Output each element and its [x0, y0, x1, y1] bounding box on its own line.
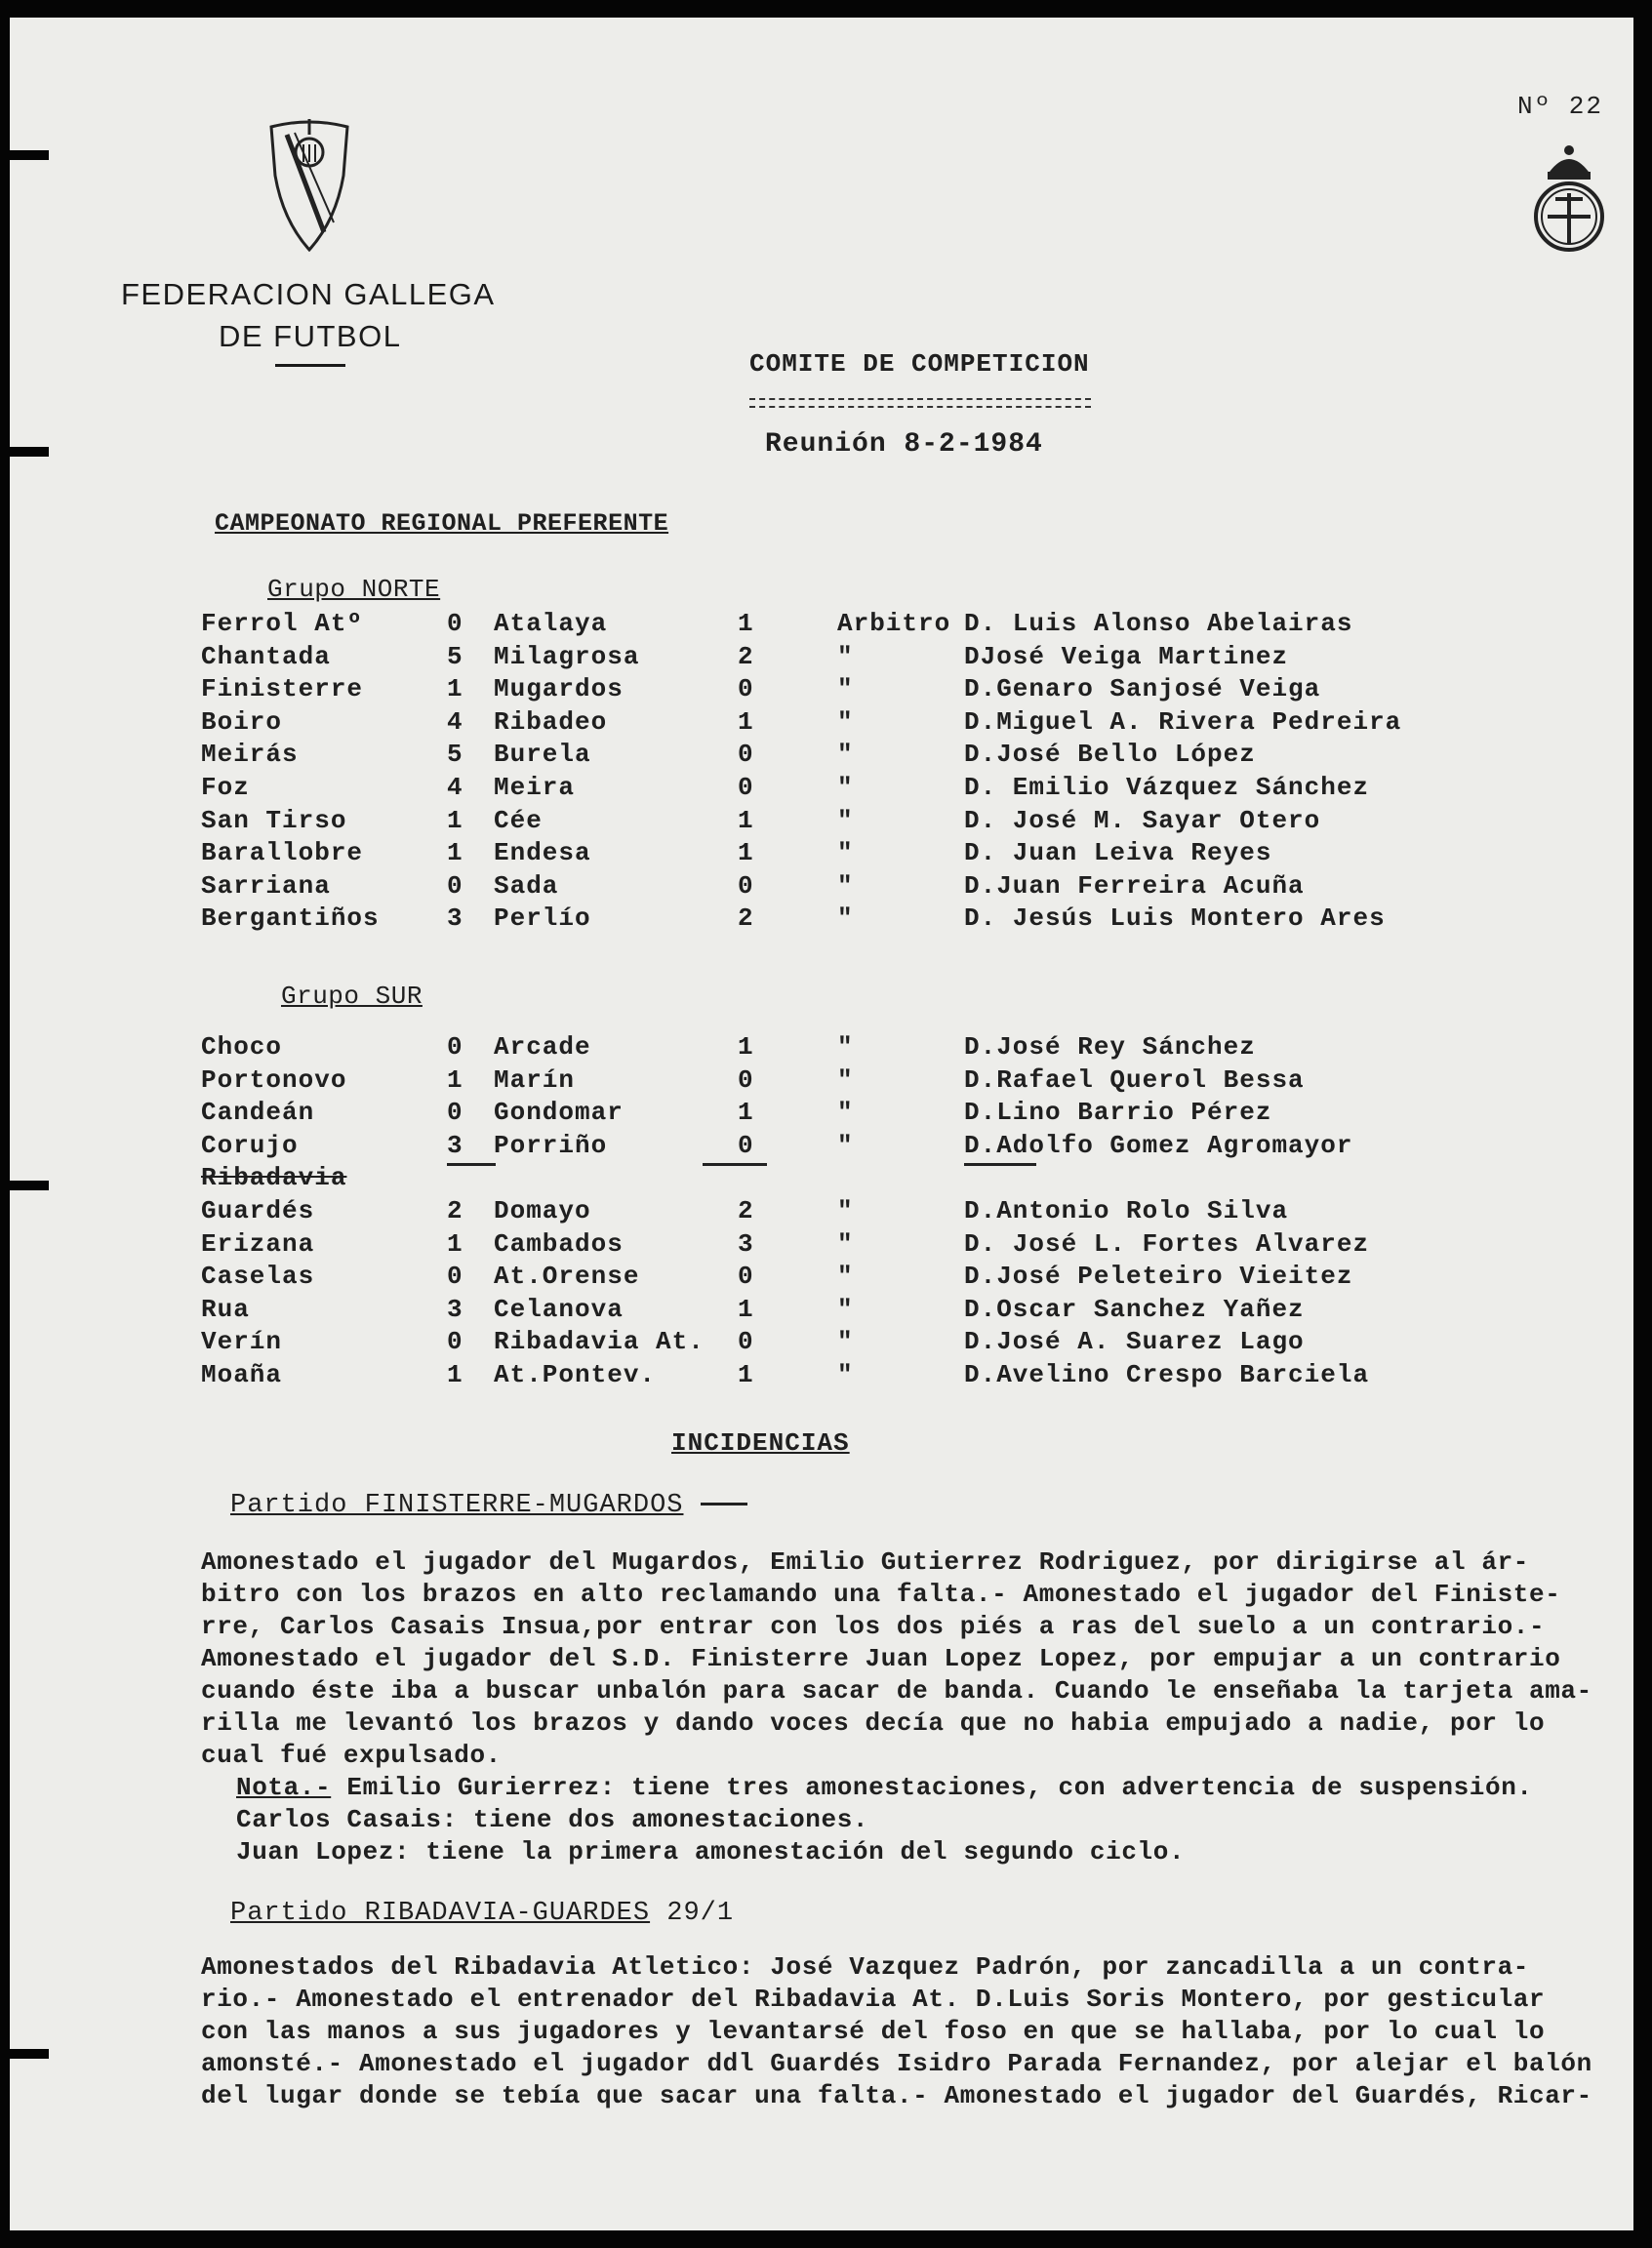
referee-name: D.Miguel A. Rivera Pedreira — [964, 706, 1402, 737]
group-north-title: Grupo NORTE — [267, 575, 441, 604]
note-line: Juan Lopez: tiene la primera amonestación del segundo ciclo. — [236, 1837, 1186, 1867]
referee-label: " — [837, 1294, 854, 1324]
home-team: Guardés — [201, 1196, 315, 1225]
match2-annotation: 29/1 — [666, 1899, 735, 1928]
home-score: 0 — [447, 1032, 463, 1062]
away-team: Mugardos — [494, 674, 624, 704]
match-row — [10, 1295, 1633, 1328]
home-team: Meirás — [201, 740, 299, 770]
match1-label: Partido FINISTERRE-MUGARDOS — [230, 1491, 684, 1520]
away-team: At.Pontev. — [494, 1360, 657, 1389]
meeting-date: Reunión 8-2-1984 — [765, 429, 1043, 460]
referee-name: D.José Bello López — [964, 740, 1256, 770]
referee-label: " — [837, 1064, 854, 1095]
home-score: 0 — [447, 1262, 463, 1292]
home-team: Barallobre — [201, 838, 364, 868]
referee-name: DJosé Veiga Martinez — [964, 641, 1289, 671]
referee-name: D.Avelino Crespo Barciela — [964, 1360, 1370, 1389]
away-score: 2 — [738, 903, 754, 934]
match-row — [10, 674, 1633, 707]
report-line: rilla me levantó los brazos y dando voces decía que no habia empujado a nadie, por lo — [201, 1708, 1546, 1738]
away-score: 0 — [738, 1064, 754, 1095]
away-team: Perlío — [494, 903, 591, 934]
home-team: Chantada — [201, 641, 331, 671]
referee-name: D.Rafael Querol Bessa — [964, 1064, 1305, 1095]
home-team: Ferrol Atº — [201, 609, 364, 638]
home-score: 5 — [447, 740, 463, 770]
away-team: Sada — [494, 870, 559, 901]
match-row — [10, 1098, 1633, 1131]
referee-name: D. José L. Fortes Alvarez — [964, 1228, 1370, 1259]
away-team: Marín — [494, 1064, 576, 1095]
home-team: San Tirso — [201, 805, 347, 835]
away-team: At.Orense — [494, 1262, 640, 1292]
report-line: Amonestado el jugador del S.D. Finisterre Juan Lopez Lopez, por empujar a un contrario — [201, 1644, 1561, 1673]
match-row — [10, 1032, 1633, 1065]
match-row — [10, 707, 1633, 741]
match-row — [10, 1360, 1633, 1393]
away-score: 0 — [738, 674, 754, 704]
report-line: rio.- Amonestado el entrenador del Ribadavia At. D.Luis Soris Montero, por gesticular — [201, 1985, 1546, 2014]
referee-name: D.José A. Suarez Lago — [964, 1327, 1305, 1357]
home-score: 3 — [447, 903, 463, 934]
document-number: Nº 22 — [1517, 92, 1604, 121]
away-score: 2 — [738, 1196, 754, 1225]
home-score: 1 — [447, 1228, 463, 1259]
match1-trail — [683, 1491, 746, 1520]
punch-hole — [10, 150, 49, 160]
away-score: 0 — [738, 1130, 754, 1160]
away-team: Arcade — [494, 1032, 591, 1062]
referee-label: " — [837, 641, 854, 671]
report-line: amonsté.- Amonestado el jugador ddl Guardés Isidro Parada Fernandez, por alejar el balón — [201, 2049, 1592, 2078]
home-team: Moaña — [201, 1360, 283, 1389]
home-score: 1 — [447, 805, 463, 835]
away-score: 0 — [738, 773, 754, 802]
referee-label: " — [837, 674, 854, 704]
group-south-title: Grupo SUR — [281, 982, 423, 1011]
away-team: Porriño — [494, 1130, 608, 1160]
away-score: 1 — [738, 609, 754, 638]
report-line: cual fué expulsado. — [201, 1741, 502, 1770]
referee-name: D.Adolfo Gomez Agromayor — [964, 1130, 1353, 1160]
referee-label: " — [837, 838, 854, 868]
match-row — [10, 903, 1633, 937]
referee-name: D.José Rey Sánchez — [964, 1032, 1256, 1062]
referee-label: Arbitro — [837, 609, 951, 638]
away-score: 1 — [738, 838, 754, 868]
referee-label: " — [837, 1098, 854, 1128]
away-score: 3 — [738, 1228, 754, 1259]
home-team: Verín — [201, 1327, 283, 1357]
home-team: Choco — [201, 1032, 283, 1062]
away-team: Gondomar — [494, 1098, 624, 1128]
match2-heading — [230, 1899, 734, 1928]
note-label: Nota.- — [236, 1773, 332, 1802]
away-score: 0 — [738, 1262, 754, 1292]
away-team: Meira — [494, 773, 576, 802]
match-row — [10, 871, 1633, 904]
referee-label: " — [837, 706, 854, 737]
home-team: Ribadavia — [201, 1163, 347, 1193]
home-score: 4 — [447, 706, 463, 737]
match-row — [10, 838, 1633, 871]
rfef-royal-crest-icon — [1528, 142, 1610, 254]
report-line: Amonestados del Ribadavia Atletico: José Vazquez Padrón, por zancadilla a un contra- — [201, 1952, 1530, 1982]
referee-label: " — [837, 1228, 854, 1259]
away-score: 1 — [738, 1032, 754, 1062]
document-page — [10, 18, 1633, 2230]
home-team: Bergantiños — [201, 903, 380, 934]
championship-title: CAMPEONATO REGIONAL PREFERENTE — [215, 509, 669, 538]
home-team: Sarriana — [201, 870, 331, 901]
home-score: 0 — [447, 870, 463, 901]
referee-name: D. Luis Alonso Abelairas — [964, 609, 1353, 638]
incidents-title: INCIDENCIAS — [671, 1428, 850, 1458]
home-score: 0 — [447, 1098, 463, 1128]
report-line: bitro con los brazos en alto reclamando una falta.- Amonestado el jugador del Finiste- — [201, 1580, 1561, 1609]
org-name-line2: DE FUTBOL — [219, 319, 402, 353]
referee-name: D.Antonio Rolo Silva — [964, 1196, 1289, 1225]
match-row — [10, 1163, 1633, 1196]
match-row — [10, 773, 1633, 806]
match2-label: Partido RIBADAVIA-GUARDES — [230, 1899, 651, 1928]
referee-name: D.Lino Barrio Pérez — [964, 1098, 1272, 1128]
away-team: Domayo — [494, 1196, 591, 1225]
home-score: 1 — [447, 674, 463, 704]
referee-name: D. Jesús Luis Montero Ares — [964, 903, 1386, 934]
referee-label: " — [837, 1130, 854, 1160]
match-row — [10, 1262, 1633, 1295]
match1-report — [201, 1546, 1606, 1772]
home-score: 0 — [447, 1327, 463, 1357]
home-team: Boiro — [201, 706, 283, 737]
org-divider — [275, 364, 345, 367]
referee-label: " — [837, 1327, 854, 1357]
home-score: 1 — [447, 1064, 463, 1095]
away-team: Ribadavia At. — [494, 1327, 705, 1357]
punch-hole — [10, 447, 49, 457]
report-line: Amonestado el jugador del Mugardos, Emilio Gutierrez Rodriguez, por dirigirse al ár- — [201, 1547, 1530, 1577]
referee-label: " — [837, 870, 854, 901]
referee-name: D.Juan Ferreira Acuña — [964, 870, 1305, 901]
home-score: 1 — [447, 838, 463, 868]
away-score: 1 — [738, 1360, 754, 1389]
home-team: Erizana — [201, 1228, 315, 1259]
match-row — [10, 740, 1633, 773]
match-row — [10, 1065, 1633, 1099]
home-team: Corujo — [201, 1130, 299, 1160]
report-line: con las manos a sus jugadores y levantarsé del foso en que se hallaba, por lo cual lo — [201, 2017, 1546, 2046]
punch-hole — [10, 2049, 49, 2059]
committee-underline — [749, 398, 1091, 408]
referee-name: D.Oscar Sanchez Yañez — [964, 1294, 1305, 1324]
referee-name: D. Juan Leiva Reyes — [964, 838, 1272, 868]
organization-name — [121, 273, 511, 357]
away-score: 1 — [738, 706, 754, 737]
home-team: Portonovo — [201, 1064, 347, 1095]
away-team: Ribadeo — [494, 706, 608, 737]
home-team: Rua — [201, 1294, 250, 1324]
home-team: Finisterre — [201, 674, 364, 704]
away-score: 0 — [738, 740, 754, 770]
away-score: 2 — [738, 641, 754, 671]
match-row — [10, 1327, 1633, 1360]
match-row — [10, 806, 1633, 839]
home-score: 3 — [447, 1294, 463, 1324]
home-score: 2 — [447, 1196, 463, 1225]
match1-heading — [230, 1491, 747, 1520]
away-team: Cambados — [494, 1228, 624, 1259]
home-score: 4 — [447, 773, 463, 802]
match-row — [10, 1131, 1633, 1164]
match1-note — [201, 1772, 1606, 1868]
referee-name: D.José Peleteiro Vieitez — [964, 1262, 1353, 1292]
away-score: 1 — [738, 1294, 754, 1324]
home-team: Caselas — [201, 1262, 315, 1292]
note-first-line: Emilio Gurierrez: tiene tres amonestaciones, con advertencia de suspensión. — [331, 1773, 1533, 1802]
report-line: cuando éste iba a buscar unbalón para sacar de banda. Cuando le enseñaba la tarjeta ama- — [201, 1676, 1592, 1706]
referee-name: D.Genaro Sanjosé Veiga — [964, 674, 1321, 704]
referee-label: " — [837, 773, 854, 802]
org-name-line1: FEDERACION GALLEGA — [121, 277, 496, 311]
away-team: Cée — [494, 805, 543, 835]
referee-name: D. José M. Sayar Otero — [964, 805, 1321, 835]
away-score: 1 — [738, 805, 754, 835]
match-row — [10, 1229, 1633, 1263]
report-line: del lugar donde se tebía que sacar una falta.- Amonestado el jugador del Guardés, Ricar- — [201, 2081, 1592, 2110]
referee-label: " — [837, 1262, 854, 1292]
match-row — [10, 1196, 1633, 1229]
referee-label: " — [837, 1032, 854, 1062]
away-score: 0 — [738, 870, 754, 901]
referee-label: " — [837, 903, 854, 934]
away-team: Celanova — [494, 1294, 624, 1324]
match-row — [10, 642, 1633, 675]
referee-label: " — [837, 805, 854, 835]
away-score: 0 — [738, 1327, 754, 1357]
home-team: Foz — [201, 773, 250, 802]
away-team: Atalaya — [494, 609, 608, 638]
note-line: Carlos Casais: tiene dos amonestaciones. — [236, 1805, 869, 1834]
away-score: 1 — [738, 1098, 754, 1128]
referee-name: D. Emilio Vázquez Sánchez — [964, 773, 1370, 802]
home-score: 3 — [447, 1130, 463, 1160]
away-team: Burela — [494, 740, 591, 770]
committee-title: COMITE DE COMPETICION — [749, 349, 1090, 379]
report-line: rre, Carlos Casais Insua,por entrar con los dos piés a ras del suelo a un contrario.- — [201, 1612, 1546, 1641]
home-score: 5 — [447, 641, 463, 671]
referee-label: " — [837, 1196, 854, 1225]
referee-label: " — [837, 740, 854, 770]
referee-label: " — [837, 1360, 854, 1389]
match-row — [10, 609, 1633, 642]
away-team: Milagrosa — [494, 641, 640, 671]
home-score: 0 — [447, 609, 463, 638]
home-score: 1 — [447, 1360, 463, 1389]
match2-report — [201, 1951, 1606, 2112]
away-team: Endesa — [494, 838, 591, 868]
home-team: Candeán — [201, 1098, 315, 1128]
fgf-shield-crest-icon — [265, 115, 353, 252]
